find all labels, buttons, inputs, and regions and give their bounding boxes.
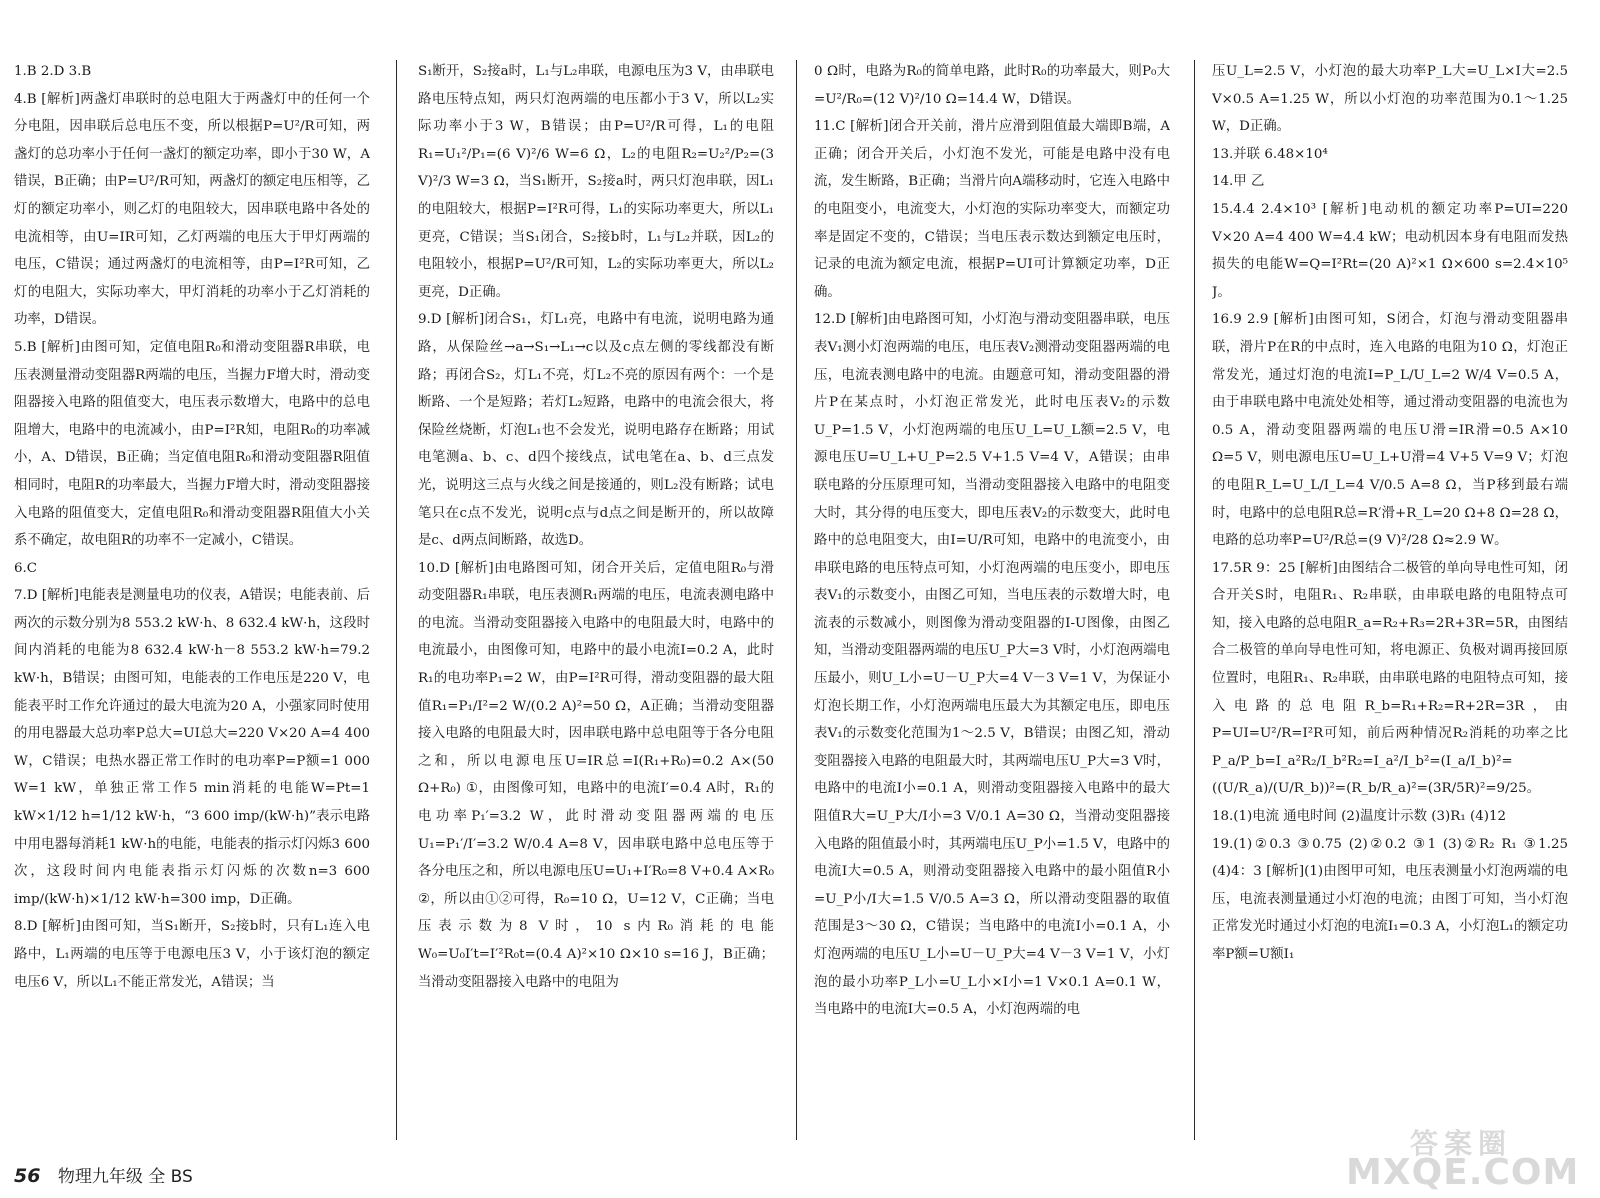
answer-item: 5.B [解析]由图可知，定值电阻R₀和滑动变阻器R串联，电压表测量滑动变阻器R两端的电压，当握力F增大时，滑动变阻器接入电路的阻值变大，电压表示数增大，电路中的总电阻增大，电路中的电流减小，由P=I²R知，电阻R₀的功率减小，A、D错误，B正确；当定值电阻R₀和滑动变阻器R阻值相同时，电阻R的功率最大，当握力F增大时，滑动变阻器接入电路的阻值变大，定值电阻R₀和滑动变阻器R阻值大小关系不确定，故电阻R的功率不一定减小，C错误。 [14,339,370,549]
answer-column-2 [418,58,774,1148]
answer-item: 4.B [解析]两盏灯串联时的总电阻大于两盏灯中的任何一个分电阻，因串联后总电压不变，所以根据P=U²/R可知，两盏灯的总功率小于任何一盏灯的额定功率，即小于30 W，A错误，B正确；由P=U²/R可知，两盏灯的额定电压相等，乙灯的额定功率小，则乙灯的电阻较大，因串联电路中各处的电流相等，由U=IR可知，乙灯两端的电压大于甲灯两端的电压，C错误；通过两盏灯的电流相等，由P=I²R可知，乙灯的电阻大，实际功率大，甲灯消耗的功率小于乙灯消耗的功率，D错误。 [14,91,370,328]
column-divider [796,60,797,1140]
answer-item: 7.D [解析]电能表是测量电功的仪表，A错误；电能表前、后两次的示数分别为8 553.2 kW·h、8 632.4 kW·h，这段时间内消耗的电能为8 632.4 kW·h－8 553.2 kW·h=79.2 kW·h，B错误；由图可知，电能表的工作电压是220 V，电能表平时工作允许通过的最大电流为20 A，小强家同时使用的用电器最大总功率P总大=UI总大=220 V×20 A=4 400 W，C错误；电热水器正常工作时的电功率P=P额=1 000 W=1 kW，单独正常工作5 min消耗的电能W=Pt=1 kW×1/12 h=1/12 kW·h，“3 600 imp/(kW·h)”表示电路中用电器每消耗1 kW·h的电能，电能表的指示灯闪烁3 600次，这段时间内电能表指示灯闪烁的次数n=3 600 imp/(kW·h)×1/12 kW·h=300 imp，D正确。 [14,588,370,907]
answer-item: 8.D [解析]由图可知，当S₁断开，S₂接b时，只有L₁连入电路中，L₁两端的电压等于电源电压3 V，小于该灯泡的额定电压6 V，所以L₁不能正常发光，A错误；当 [14,919,370,990]
answer-item: 1.B 2.D 3.B [14,64,92,79]
answer-item: 14.甲 乙 [1212,174,1265,190]
answer-item: 13.并联 6.48×10⁴ [1212,146,1328,162]
watermark-en-text: MXQE.COM [1346,1152,1580,1193]
answer-item: 11.C [解析]闭合开关前，滑片应滑到阻值最大端即B端，A正确；闭合开关后，小灯泡不发光，可能是电路中没有电流，发生断路，B正确；当滑片向A端移动时，它连入电路中的电阻变小，电流变大，小灯泡的实际功率变大，而额定功率是固定不变的，C错误；当电压表示数达到额定电压时，记录的电流为额定电流，根据P=UI可计算额定功率，D正确。 [814,119,1170,300]
page-footer [14,1162,193,1188]
answer-item: 18.(1)电流 通电时间 (2)温度计示数 (3)R₁ (4)12 [1212,809,1506,825]
answer-item: 9.D [解析]闭合S₁，灯L₁亮，电路中有电流，说明电路为通路，从保险丝→a→S₁→L₁→c以及c点左侧的零线都没有断路；再闭合S₂，灯L₁不亮，灯L₂不亮的原因有两个：一个是断路、一个是短路；若灯L₂短路，电路中的电流会很大，将保险丝烧断，灯泡L₁也不会发光，说明电路存在断路；用试电笔测a、b、c、d四个接线点，试电笔在a、b、d三点发光，说明这三点与火线之间是接通的，则L₂没有断路；试电笔只在c点不发光，说明c点与d点之间是断开的，所以故障是c、d两点间断路，故选D。 [418,312,774,549]
book-title: 物理九年级 全 BS [57,1167,193,1187]
watermark-logo [1340,1122,1590,1192]
answer-column-3 [814,58,1170,1148]
answer-item: 17.5R 9：25 [解析]由图结合二极管的单向导电性可知，闭合开关S时，电阻R₁、R₂串联，由串联电路的电阻特点可知，接入电路的总电阻R_a=R₂+R₃=2R+3R=5R，由图结合二极管的单向导电性可知，将电源正、负极对调再接回原位置时，电阻R₁、R₂串联，由串联电路的电阻特点可知，接入电路的总电阻R_b=R₁+R₂=R+2R=3R，由P=UI=U²/R=I²R可知，前后两种情况R₂消耗的功率之比P_a/P_b=I_a²R₂/I_b²R₂=I_a²/I_b²=(I_a/I_b)²=((U/R_a)/(U/R_b))²=(R_b/R_a)²=(3R/5R)²=9/25。 [1212,560,1568,797]
answer-item: S₁断开，S₂接a时，L₁与L₂串联，电源电压为3 V，由串联电路电压特点知，两只灯泡两端的电压都小于3 V，所以L₂实际功率小于3 W，B错误；由P=U²/R可得，L₁的电阻R₁=U₁²/P₁=(6 V)²/6 W=6 Ω，L₂的电阻R₂=U₂²/P₂=(3 V)²/3 W=3 Ω，当S₁断开，S₂接a时，两只灯泡串联，因L₁的电阻较大，根据P=I²R可得，L₁的实际功率更大，所以L₁更亮，C错误；当S₁闭合，S₂接b时，L₁与L₂并联，因L₂的电阻较小，根据P=U²/R可知，L₂的实际功率更大，所以L₂更亮，D正确。 [418,64,774,300]
answer-item: 6.C [14,560,38,576]
answer-item: 15.4.4 2.4×10³ [解析]电动机的额定功率P=UI=220 V×20 A=4 400 W=4.4 kW；电动机因本身有电阻而发热损失的电能W=Q=I²Rt=(20 A)²×1 Ω×600 s=2.4×10⁵ J。 [1212,201,1568,300]
answer-column-1 [14,58,370,1148]
answer-item: 12.D [解析]由电路图可知，小灯泡与滑动变阻器串联，电压表V₁测小灯泡两端的电压，电压表V₂测滑动变阻器两端的电压，电流表测电路中的电流。由题意可知，滑动变阻器的滑片P在某点时，小灯泡正常发光，此时电压表V₂的示数U_P=1.5 V，小灯泡两端的电压U_L=U_L额=2.5 V，电源电压U=U_L+U_P=2.5 V+1.5 V=4 V，A错误；由串联电路的分压原理可知，当滑动变阻器接入电路中的电阻变大时，其分得的电压变大，即电压表V₂的示数变大，此时电路中的总电阻变大，由I=U/R可知，电路中的电流变小，由串联电路的电压特点可知，小灯泡两端的电压变小，即电压表V₁的示数变小，由图乙可知，当电压表的示数增大时，电流表的示数减小，则图像为滑动变阻器的I-U图像，由图乙知，当滑动变阻器两端的电压U_P大=3 V时，小灯泡两端电压最小，则U_L小=U－U_P大=4 V－3 V=1 V，为保证小灯泡长期工作，小灯泡两端电压最大为其额定电压，即电压表V₁的示数变化范围为1～2.5 V，B错误；由图乙知，滑动变阻器接入电路的电阻最大时，其两端电压U_P大=3 V时，电路中的电流I小=0.1 A，则滑动变阻器接入电路中的最大阻值R大=U_P大/I小=3 V/0.1 A=30 Ω，当滑动变阻器接入电路的阻值最小时，其两端电压U_P小=1.5 V，电路中的电流I大=0.5 A，则滑动变阻器接入电路中的最小阻值R小=U_P小/I大=1.5 V/0.5 A=3 Ω，所以滑动变阻器的取值范围是3～30 Ω，C错误；当电路中的电流I小=0.1 A，小灯泡两端的电压U_L小=U－U_P大=4 V－3 V=1 V，小灯泡的最小功率P_L小=U_L小×I小=1 V×0.1 A=0.1 W，当电路中的电流I大=0.5 A，小灯泡两端的电 [814,312,1170,1018]
column-divider [1194,60,1195,1140]
watermark-cn-text: 答案圈 [1410,1127,1513,1160]
answer-item: 0 Ω时，电路为R₀的简单电路，此时R₀的功率最大，则P₀大=U²/R₀=(12 V)²/10 Ω=14.4 W，D错误。 [814,64,1170,107]
column-divider [396,60,397,1140]
answer-column-4 [1212,58,1568,1148]
answer-item: 19.(1)②0.3 ③0.75 (2)②0.2 ③1 (3)②R₂ R₁ ③1.25 (4)4：3 [解析](1)由图甲可知，电压表测量小灯泡两端的电压，电流表测量通过小灯泡的电流；由图丁可知，当小灯泡正常发光时通过小灯泡的电流I₁=0.3 A，小灯泡L₁的额定功率P额=U额I₁ [1212,836,1568,962]
page-number: 56 [14,1165,41,1187]
answer-item: 10.D [解析]由电路图可知，闭合开关后，定值电阻R₀与滑动变阻器R₁串联，电压表测R₁两端的电压，电流表测电路中的电流。当滑动变阻器接入电路中的电阻最大时，电路中的电流最小，由图像可知，电路中的最小电流I=0.2 A，此时R₁的电功率P₁=2 W，由P=I²R可得，滑动变阻器的最大阻值R₁=P₁/I²=2 W/(0.2 A)²=50 Ω，A正确；当滑动变阻器接入电路的电阻最大时，因串联电路中总电阻等于各分电阻之和，所以电源电压U=IR总=I(R₁+R₀)=0.2 A×(50 Ω+R₀) ①，由图像可知，电路中的电流I′=0.4 A时，R₁的电功率P₁′=3.2 W，此时滑动变阻器两端的电压U₁=P₁′/I′=3.2 W/0.4 A=8 V，因串联电路中总电压等于各分电压之和，所以电源电压U=U₁+I′R₀=8 V+0.4 A×R₀ ②，所以由①②可得，R₀=10 Ω，U=12 V，C正确；当电压表示数为8 V时，10 s内R₀消耗的电能W₀=U₀I′t=I′²R₀t=(0.4 A)²×10 Ω×10 s=16 J，B正确；当滑动变阻器接入电路中的电阻为 [418,560,774,990]
answer-item: 压U_L=2.5 V，小灯泡的最大功率P_L大=U_L×I大=2.5 V×0.5 A=1.25 W，所以小灯泡的功率范围为0.1～1.25 W，D正确。 [1212,64,1568,135]
answer-item: 16.9 2.9 [解析]由图可知，S闭合，灯泡与滑动变阻器串联，滑片P在R的中点时，连入电路的电阻为10 Ω，灯泡正常发光，通过灯泡的电流I=P_L/U_L=2 W/4 V=0.5 A，由于串联电路中电流处处相等，通过滑动变阻器的电流也为0.5 A，滑动变阻器两端的电压U滑=IR滑=0.5 A×10 Ω=5 V，则电源电压U=U_L+U滑=4 V+5 V=9 V；灯泡的电阻R_L=U_L/I_L=4 V/0.5 A=8 Ω，当P移到最右端时，电路中的总电阻R总=R′滑+R_L=20 Ω+8 Ω=28 Ω，电路的总功率P=U²/R总=(9 V)²/28 Ω≈2.9 W。 [1212,312,1568,549]
